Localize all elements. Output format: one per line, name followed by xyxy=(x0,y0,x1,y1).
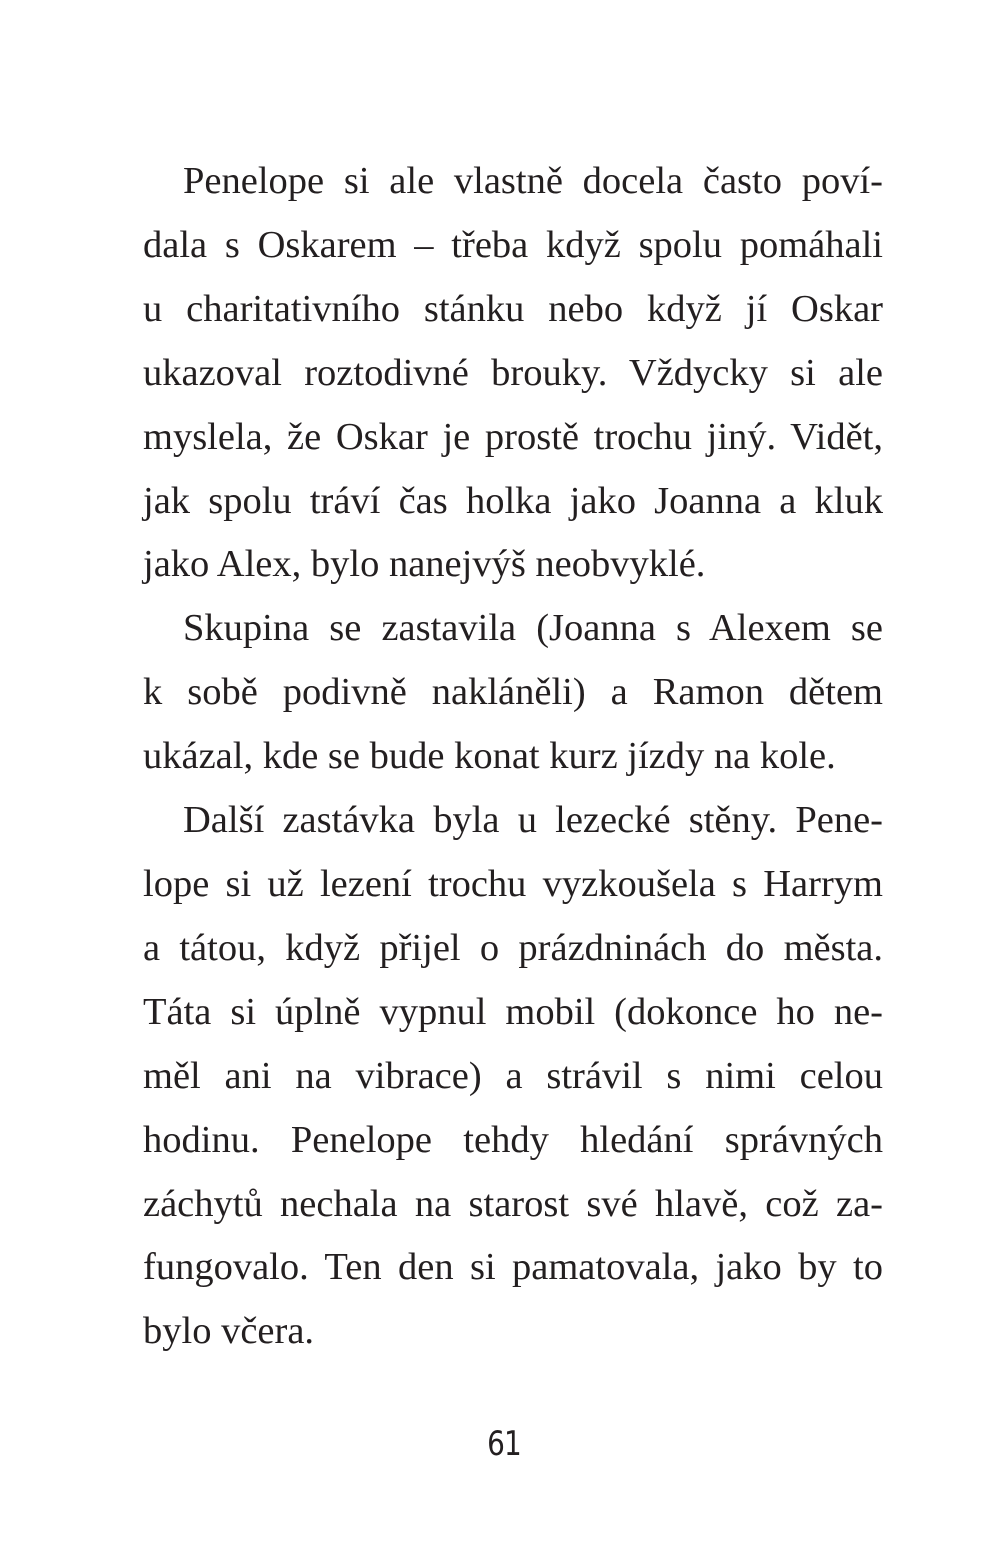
text-line: dala s Oskarem – třeba když spolu pomáhali xyxy=(143,223,883,266)
paragraph-3 xyxy=(143,789,883,1364)
text-line: Další zastávka byla u lezecké stěny. Pene- xyxy=(183,799,883,842)
text-line: měl ani na vibrace) a strávil s nimi celou xyxy=(143,1054,883,1097)
text-line: bylo včera. xyxy=(143,1310,315,1353)
paragraph-1 xyxy=(143,150,883,597)
text-line: jako Alex, bylo nanejvýš neobvyklé. xyxy=(143,543,706,586)
text-line: ukázal, kde se bude konat kurz jízdy na kole. xyxy=(143,735,836,778)
text-line: Táta si úplně vypnul mobil (dokonce ho ne- xyxy=(143,990,883,1033)
text-line: lope si už lezení trochu vyzkoušela s Harrym xyxy=(143,862,883,905)
text-line: a tátou, když přijel o prázdninách do města. xyxy=(143,926,883,969)
body-text xyxy=(143,150,883,1364)
text-line: Skupina se zastavila (Joanna s Alexem se xyxy=(183,607,883,650)
text-line: k sobě podivně nakláněli) a Ramon dětem xyxy=(143,671,883,714)
text-line: u charitativního stánku nebo když jí Oskar xyxy=(143,287,883,330)
text-line: myslela, že Oskar je prostě trochu jiný. Vidět, xyxy=(143,415,883,458)
text-line: jak spolu tráví čas holka jako Joanna a kluk xyxy=(143,479,883,522)
text-line: záchytů nechala na starost své hlavě, což za- xyxy=(143,1182,883,1225)
page-number: 61 xyxy=(487,1424,521,1464)
text-line: hodinu. Penelope tehdy hledání správných xyxy=(143,1118,883,1161)
text-line: fungovalo. Ten den si pamatovala, jako by to xyxy=(143,1246,883,1289)
paragraph-2 xyxy=(143,597,883,789)
text-line: Penelope si ale vlastně docela často poví- xyxy=(183,160,883,202)
text-line: ukazoval roztodivné brouky. Vždycky si ale xyxy=(143,351,883,394)
